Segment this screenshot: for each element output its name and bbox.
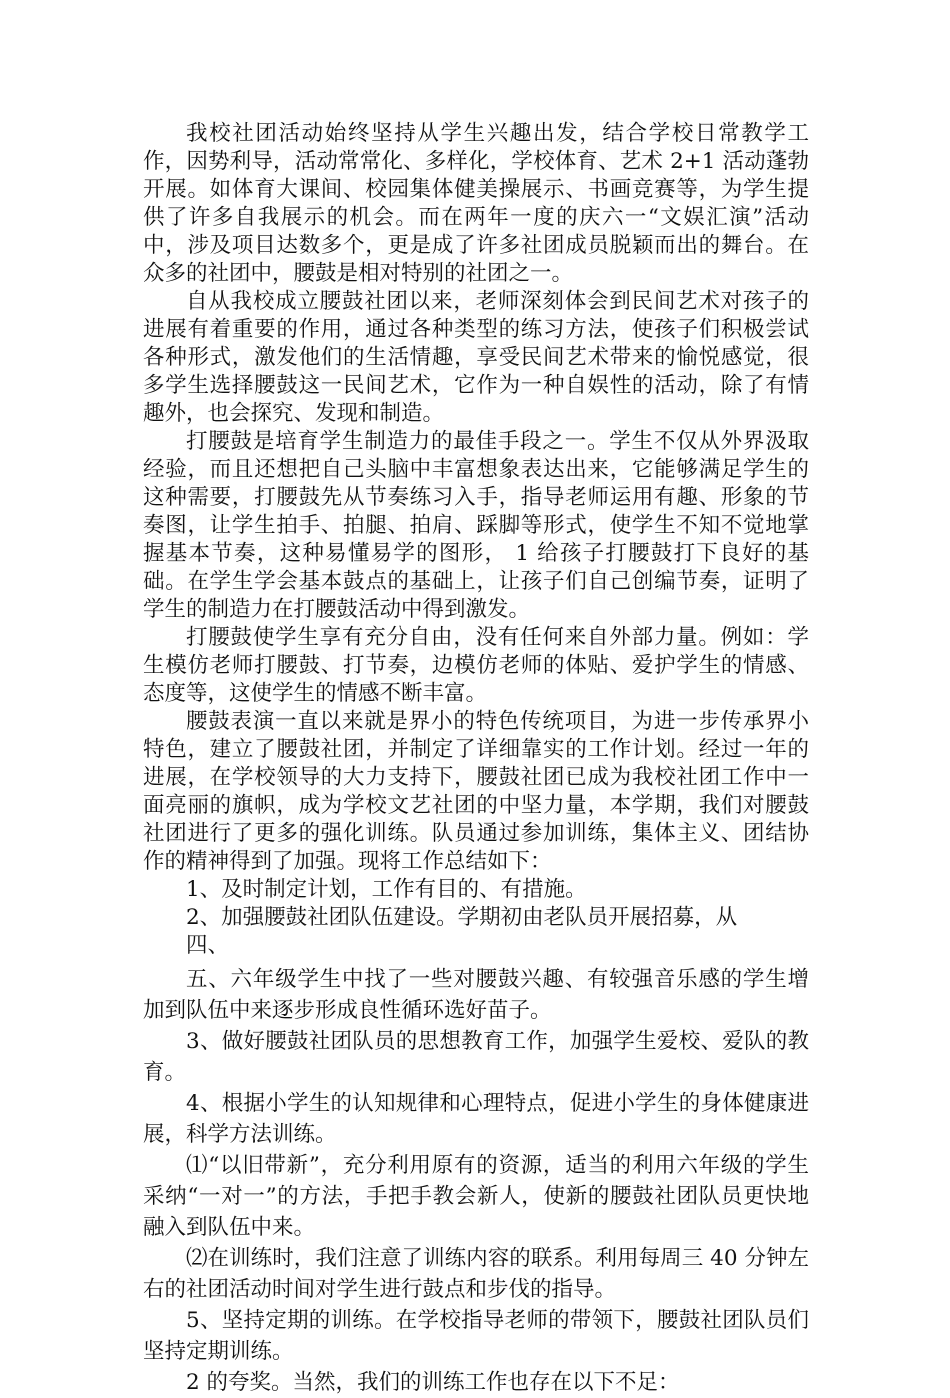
list-item-1: 1、及时制定计划，工作有目的、有措施。 [186, 877, 587, 902]
list-item-5: 5、坚持定期的训练。在学校指导老师的带领下，腰鼓社团队员们坚持定期训练。 [143, 1308, 809, 1364]
paragraph-creativity: 打腰鼓是培育学生制造力的最佳手段之一。学生不仅从外界汲取经验，而且还想把自己头脑中丰富想象表达出来，它能够满足学生的这种需要，打腰鼓先从节奏练习入手，指导老师运用有趣、形象的节奏图，让学生拍手、拍腿、拍肩、踩脚等形式，使学生不知不觉地掌握基本节奏，这种易懂易学的图形， 1 给孩子打腰鼓打下良好的基础。在学生学会基本鼓点的基础上，让孩子们自己创编节奏，证明了学生的制造力在打腰鼓活动中得到激发。 [143, 429, 809, 622]
sub-item-1: ⑴“以旧带新”，充分利用原有的资源，适当的利用六年级的学生采纳“一对一”的方法，手把手教会新人，使新的腰鼓社团队员更快地融入到队伍中来。 [143, 1153, 809, 1240]
paragraph-shortcomings: 2 的夸奖。当然，我们的训练工作也存在以下不足： [186, 1370, 680, 1395]
sub-item-2: ⑵在训练时，我们注意了训练内容的联系。利用每周三 40 分钟左右的社团活动时间对学生进行鼓点和步伐的指导。 [143, 1246, 809, 1302]
list-item-2: 2、加强腰鼓社团队伍建设。学期初由老队员开展招募，从 [186, 905, 738, 930]
paragraph-tradition: 腰鼓表演一直以来就是界小的特色传统项目，为进一步传承界小特色，建立了腰鼓社团，并制定了详细靠实的工作计划。经过一年的进展，在学校领导的大力支持下，腰鼓社团已成为我校社团工作中一面亮丽的旗帜，成为学校文艺社团的中坚力量，本学期，我们对腰鼓社团进行了更多的强化训练。队员通过参加训练，集体主义、团结协作的精神得到了加强。现将工作总结如下： [143, 709, 809, 874]
paragraph-waist-drum-club: 自从我校成立腰鼓社团以来，老师深刻体会到民间艺术对孩子的进展有着重要的作用，通过各种类型的练习方法，使孩子们积极尝试各种形式，激发他们的生活情趣，享受民间艺术带来的愉悦感觉，很多学生选择腰鼓这一民间艺术，它作为一种自娱性的活动，除了有情趣外，也会探究、发现和制造。 [143, 289, 809, 426]
list-item-heading-five: 五、六年级学生中找了一些对腰鼓兴趣、有较强音乐感的学生增加到队伍中来逐步形成良性循环选好苗子。 [143, 967, 809, 1023]
paragraph-freedom: 打腰鼓使学生享有充分自由，没有任何来自外部力量。例如：学生模仿老师打腰鼓、打节奏，边模仿老师的体贴、爱护学生的情感、态度等，这使学生的情感不断丰富。 [143, 625, 809, 706]
document-body [143, 120, 809, 1398]
list-item-4: 4、根据小学生的认知规律和心理特点，促进小学生的身体健康进展，科学方法训练。 [143, 1091, 809, 1147]
list-item-heading-four: 四、 [186, 933, 230, 958]
list-item-3: 3、做好腰鼓社团队员的思想教育工作，加强学生爱校、爱队的教育。 [143, 1029, 809, 1085]
paragraph-club-activities: 我校社团活动始终坚持从学生兴趣出发，结合学校日常教学工作，因势利导，活动常常化、多样化，学校体育、艺术 2+1 活动蓬勃开展。如体育大课间、校园集体健美操展示、书画竞赛等，为学生提供了许多自我展示的机会。而在两年一度的庆六一“文娱汇演”活动中，涉及项目达数多个，更是成了许多社团成员脱颖而出的舞台。在众多的社团中，腰鼓是相对特别的社团之一。 [143, 121, 809, 286]
